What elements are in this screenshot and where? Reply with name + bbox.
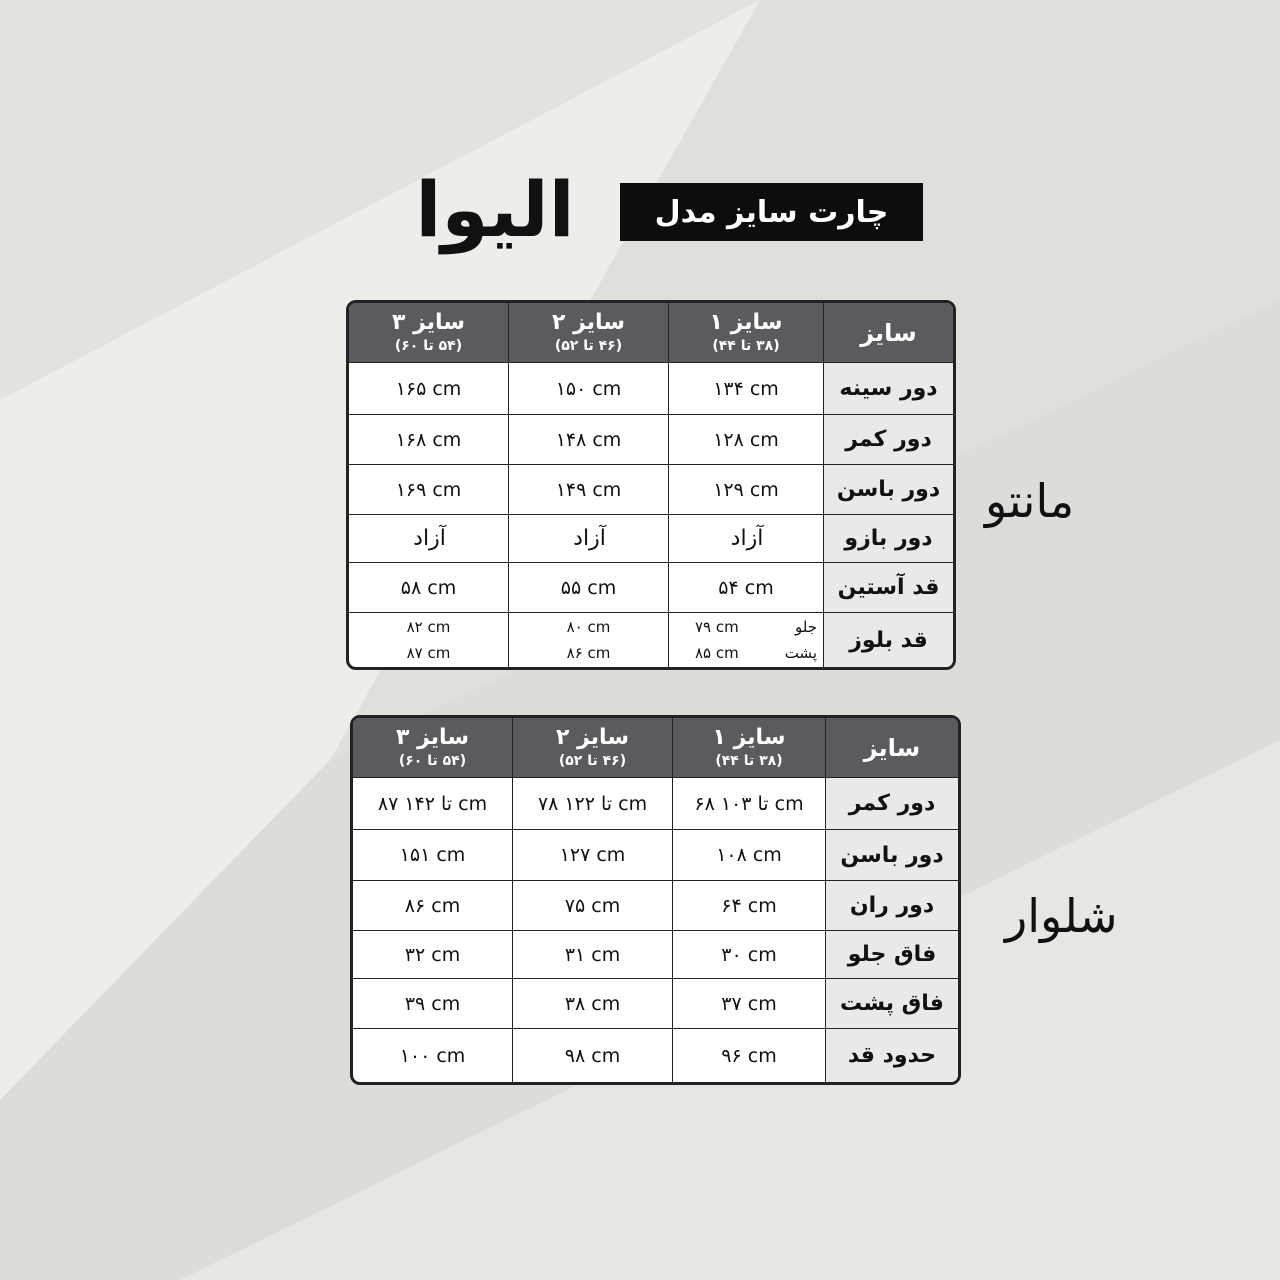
row-label: دور باسن — [826, 830, 958, 881]
cell-value: ۳۷ cm — [673, 979, 826, 1029]
cell-value: ۱۰۰ cm — [353, 1029, 513, 1082]
front-label: جلو — [795, 618, 817, 636]
table-row — [349, 363, 953, 415]
cell-value: ۵۵ cm — [509, 563, 669, 613]
cell-value: ۱۰۸ cm — [673, 830, 826, 881]
cell-value: ۹۸ cm — [513, 1029, 673, 1082]
table-row — [349, 465, 953, 515]
cell-value: ۶۴ cm — [673, 881, 826, 931]
front-value: ۷۹ cm — [695, 618, 739, 636]
row-label: دور بازو — [824, 515, 953, 563]
cell-value: ۳۸ cm — [513, 979, 673, 1029]
cell-value: ۷۸ تا ۱۲۲ cm — [513, 778, 673, 830]
shalvar-size-table — [350, 715, 961, 1085]
row-label: دور کمر — [826, 778, 958, 830]
cell-value: ۳۹ cm — [353, 979, 513, 1029]
row-label: فاق جلو — [826, 931, 958, 979]
section-label-manto: مانتو — [985, 474, 1075, 528]
back-value: ۸۷ cm — [406, 644, 451, 662]
row-label: قد آستین — [824, 563, 953, 613]
size-corner-label: سایز — [824, 303, 953, 363]
cell-value: ۱۵۱ cm — [353, 830, 513, 881]
cell-value: ۱۲۷ cm — [513, 830, 673, 881]
cell-value — [669, 613, 824, 667]
table-row — [349, 563, 953, 613]
row-label: قد بلوز — [824, 613, 953, 667]
cell-value: ۷۵ cm — [513, 881, 673, 931]
table-header-row — [349, 303, 953, 363]
cell-value: ۸۷ تا ۱۴۲ cm — [353, 778, 513, 830]
table-row — [353, 931, 958, 979]
cell-value: ۱۶۹ cm — [349, 465, 509, 515]
table-row — [353, 830, 958, 881]
table-row — [353, 881, 958, 931]
cell-value: ۱۲۹ cm — [669, 465, 824, 515]
table-row — [349, 515, 953, 563]
front-value: ۸۲ cm — [406, 618, 451, 636]
size-1-header: سایز ۱ (۳۸ تا ۴۴) — [669, 303, 824, 363]
back-value: ۸۶ cm — [566, 644, 611, 662]
cell-value — [509, 613, 669, 667]
size-2-header: سایز ۲ (۴۶ تا ۵۲) — [513, 718, 673, 778]
size-1-header: سایز ۱ (۳۸ تا ۴۴) — [673, 718, 826, 778]
row-label: حدود قد — [826, 1029, 958, 1082]
cell-value: ۸۶ cm — [353, 881, 513, 931]
row-label: دور باسن — [824, 465, 953, 515]
cell-value: ۱۴۹ cm — [509, 465, 669, 515]
table-row — [353, 1029, 958, 1082]
table-header-row — [353, 718, 958, 778]
cell-value: ۳۰ cm — [673, 931, 826, 979]
cell-value: ۵۸ cm — [349, 563, 509, 613]
cell-value: ۵۴ cm — [669, 563, 824, 613]
row-label: دور کمر — [824, 415, 953, 465]
cell-value: ۱۴۸ cm — [509, 415, 669, 465]
row-label: دور سینه — [824, 363, 953, 415]
cell-value: ۱۶۸ cm — [349, 415, 509, 465]
size-3-header: سایز ۳ (۵۴ تا ۶۰) — [353, 718, 513, 778]
size-3-header: سایز ۳ (۵۴ تا ۶۰) — [349, 303, 509, 363]
back-label: پشت — [784, 644, 817, 662]
title-badge: چارت سایز مدل — [620, 183, 923, 241]
row-label: دور ران — [826, 881, 958, 931]
cell-value: ۶۸ تا ۱۰۳ cm — [673, 778, 826, 830]
cell-value: آزاد — [509, 515, 669, 563]
cell-value: ۱۶۵ cm — [349, 363, 509, 415]
cell-value: ۳۲ cm — [353, 931, 513, 979]
cell-value: ۱۲۸ cm — [669, 415, 824, 465]
cell-value: ۱۳۴ cm — [669, 363, 824, 415]
cell-value: آزاد — [669, 515, 824, 563]
cell-value: ۱۵۰ cm — [509, 363, 669, 415]
table-row — [353, 979, 958, 1029]
section-label-shalvar: شلوار — [1005, 889, 1118, 943]
manto-size-table — [346, 300, 956, 670]
table-row — [353, 778, 958, 830]
cell-value: ۹۶ cm — [673, 1029, 826, 1082]
front-value: ۸۰ cm — [566, 618, 611, 636]
size-corner-label: سایز — [826, 718, 958, 778]
cell-value: آزاد — [349, 515, 509, 563]
table-row — [349, 613, 953, 667]
row-label: فاق پشت — [826, 979, 958, 1029]
brand-name: الیوا — [415, 165, 575, 254]
cell-value — [349, 613, 509, 667]
size-2-header: سایز ۲ (۴۶ تا ۵۲) — [509, 303, 669, 363]
cell-value: ۳۱ cm — [513, 931, 673, 979]
table-row — [349, 415, 953, 465]
back-value: ۸۵ cm — [695, 644, 739, 662]
